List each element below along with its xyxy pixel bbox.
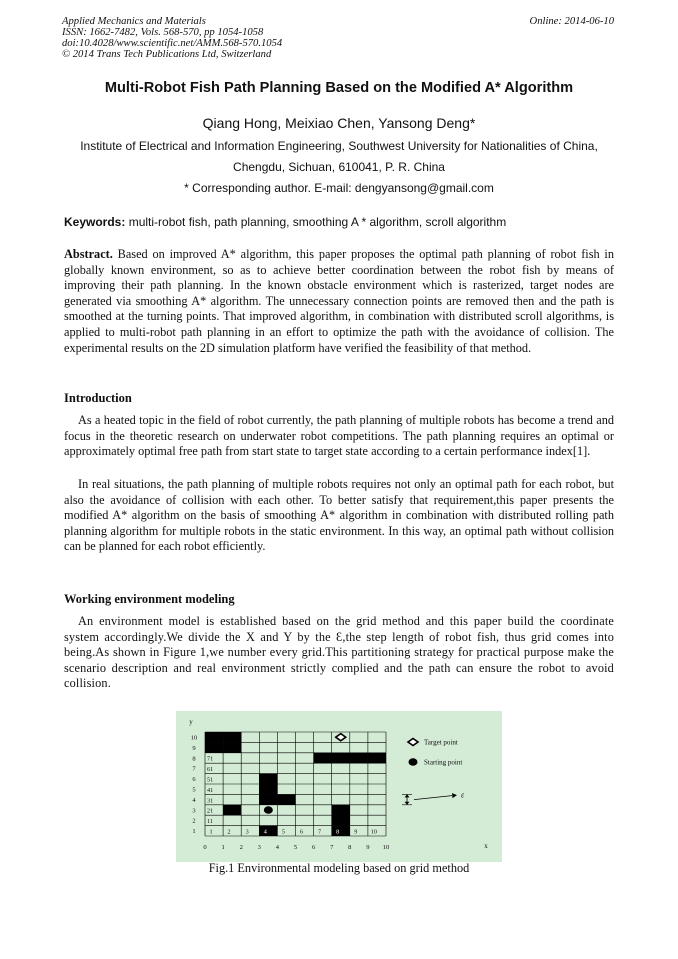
environment-heading: Working environment modeling: [64, 592, 235, 606]
cell-number-label: 31: [207, 797, 214, 805]
affiliation-line-2: Chengdu, Sichuan, 610041, P. R. China: [233, 160, 445, 174]
cell-number-label: 4: [263, 828, 267, 836]
y-axis-label: y: [189, 718, 193, 726]
intro-paragraph-1: As a heated topic in the field of robot currently, the path planning of multiple robots has become a trend and focus in the theoretic research on underwater robot competitions. The path planning requires an optimal or approximately optimal free path from start state to target state according to a certain performance index[1].: [64, 413, 614, 459]
x-tick-label: 2: [239, 844, 243, 851]
obstacle-cell: [332, 753, 350, 763]
abstract-text: Based on improved A* algorithm, this paper proposes the optimal path planning of robot fish in globally known environment, so as to achieve better coordination between the robot fish by means of improving their path planning. In the known obstacle environment which is rasterized, target nodes are generated via smoothing A* algorithm. The unnecessary connection points are removed then and the path is smoothed at the turning points. That improved algorithm, in combination with distributed scroll algorithms, is applied to multi-robot path planning in an effort to optimize the path with the avoidance of collision. The experimental results on the 2D simulation platform have verified the feasibility of that method.: [64, 247, 614, 355]
y-tick-label: 1: [192, 828, 196, 836]
target-point-marker: [336, 734, 346, 741]
y-tick-label: 10: [190, 734, 198, 742]
x-tick-label: 5: [293, 844, 298, 851]
cell-number-label: 51: [207, 776, 214, 784]
figure-caption: Fig.1 Environmental modeling based on grid method: [208, 861, 470, 875]
y-tick-label: 3: [192, 807, 196, 815]
cell-number-label: 61: [207, 766, 214, 774]
x-tick-label: 0: [203, 844, 207, 851]
cell-number-label: 41: [207, 786, 214, 794]
y-tick-label: 7: [192, 765, 196, 773]
intro-heading: Introduction: [64, 391, 132, 405]
obstacle-cell: [223, 805, 241, 815]
cell-number-label: 7: [318, 828, 322, 836]
x-tick-label: 3: [257, 844, 261, 851]
obstacle-cell: [314, 753, 332, 763]
cell-number-label: 10: [370, 828, 377, 836]
epsilon-arrowhead-up: [405, 794, 410, 797]
grid-figure: [176, 711, 502, 862]
copyright-line: © 2014 Trans Tech Publications Ltd, Switzerland: [62, 49, 272, 60]
y-tick-label: 5: [192, 786, 196, 794]
cell-number-label: 5: [281, 828, 285, 836]
cell-number-label: 21: [207, 807, 214, 815]
y-tick-label: 8: [192, 755, 196, 763]
obstacle-cell: [259, 774, 277, 784]
cell-number-label: 2: [227, 828, 231, 836]
obstacle-cell: [205, 742, 223, 752]
y-tick-label: 6: [192, 776, 196, 784]
keywords-line: [64, 215, 506, 229]
intro-paragraph-2: In real situations, the path planning of multiple robots requires not only an optimal path for each robot, but also the avoidance of collision with each other. To better satisfy that requirement,this paper presents the modified A* algorithm on the basis of smoothing A* algorithm in combination with distributed rolling path planning algorithm for multiple robots in the static environment. In this way, an optimal path without collision can be planned for each robot efficiently.: [64, 477, 614, 554]
obstacle-cell: [332, 826, 350, 836]
cell-number-label: 11: [207, 818, 213, 826]
y-tick-label: 9: [192, 744, 196, 752]
starting-point-marker: [264, 806, 273, 814]
obstacle-cell: [350, 753, 368, 763]
keywords-text: multi-robot fish, path planning, smoothing A * algorithm, scroll algorithm: [128, 215, 507, 229]
obstacle-cell: [368, 753, 386, 763]
x-tick-label: 7: [330, 844, 334, 851]
affiliation-line-1: Institute of Electrical and Information Engineering, Southwest University for Nationalities of China,: [80, 139, 598, 153]
legend-target-icon: [408, 739, 418, 746]
epsilon-pointer-arrowhead: [452, 793, 457, 798]
obstacle-cell: [223, 732, 241, 742]
corresponding-author: * Corresponding author. E-mail: dengyansong@gmail.com: [184, 181, 494, 195]
obstacle-cell: [259, 784, 277, 794]
cell-number-label: 1: [209, 828, 213, 836]
obstacle-cell: [259, 826, 277, 836]
cell-number-label: 8: [336, 828, 340, 836]
cell-number-label: 9: [354, 828, 358, 836]
obstacle-cell: [277, 794, 295, 804]
doi-line: doi:10.4028/www.scientific.net/AMM.568-570.1054: [62, 38, 283, 49]
abstract: [64, 247, 614, 356]
journal-header: [62, 16, 282, 60]
online-date: Online: 2014-06-10: [529, 16, 614, 27]
legend-start-label: Starting point: [424, 758, 463, 767]
authors: Qiang Hong, Meixiao Chen, Yansong Deng*: [202, 115, 476, 131]
x-tick-label: 10: [382, 844, 390, 851]
obstacle-cell: [332, 815, 350, 825]
abstract-label: Abstract.: [64, 247, 113, 261]
epsilon-arrowhead-down: [405, 802, 410, 805]
cell-number-label: 71: [207, 755, 214, 763]
issn-line: ISSN: 1662-7482, Vols. 568-570, pp 1054-1058: [62, 27, 264, 38]
cell-number-label: 3: [245, 828, 249, 836]
keywords-label: Keywords:: [64, 215, 126, 229]
obstacle-cell: [332, 805, 350, 815]
x-tick-label: 6: [311, 844, 316, 851]
epsilon-label: ε: [461, 790, 465, 800]
x-tick-label: 9: [366, 844, 370, 851]
environment-paragraph: An environment model is established based on the grid method and this paper build the coordinate system accordingly.We divide the X and Y by the Ɛ,the step length of robot fish, thus grid comes into being.As shown in Figure 1,we number every grid.This partitioning strategy for practical purpose make the scenario description and real environment strictly complied and the path can ensure the robot to avoid collision.: [64, 614, 614, 691]
x-axis-label: x: [484, 842, 488, 850]
obstacle-cell: [223, 742, 241, 752]
x-tick-label: 8: [348, 844, 352, 851]
paper-title: Multi-Robot Fish Path Planning Based on the Modified A* Algorithm: [104, 80, 574, 96]
cell-number-label: 6: [299, 828, 304, 836]
obstacle-cell: [259, 794, 277, 804]
legend-target-label: Target point: [424, 738, 458, 747]
x-tick-label: 4: [275, 844, 280, 851]
y-tick-label: 2: [192, 817, 196, 825]
x-tick-label: 1: [221, 844, 225, 851]
grid-map-svg: [176, 711, 502, 862]
y-tick-label: 4: [192, 796, 196, 804]
journal-name: Applied Mechanics and Materials: [62, 16, 206, 27]
legend-start-icon: [409, 758, 418, 766]
obstacle-cell: [205, 732, 223, 742]
epsilon-pointer-line: [414, 796, 452, 800]
